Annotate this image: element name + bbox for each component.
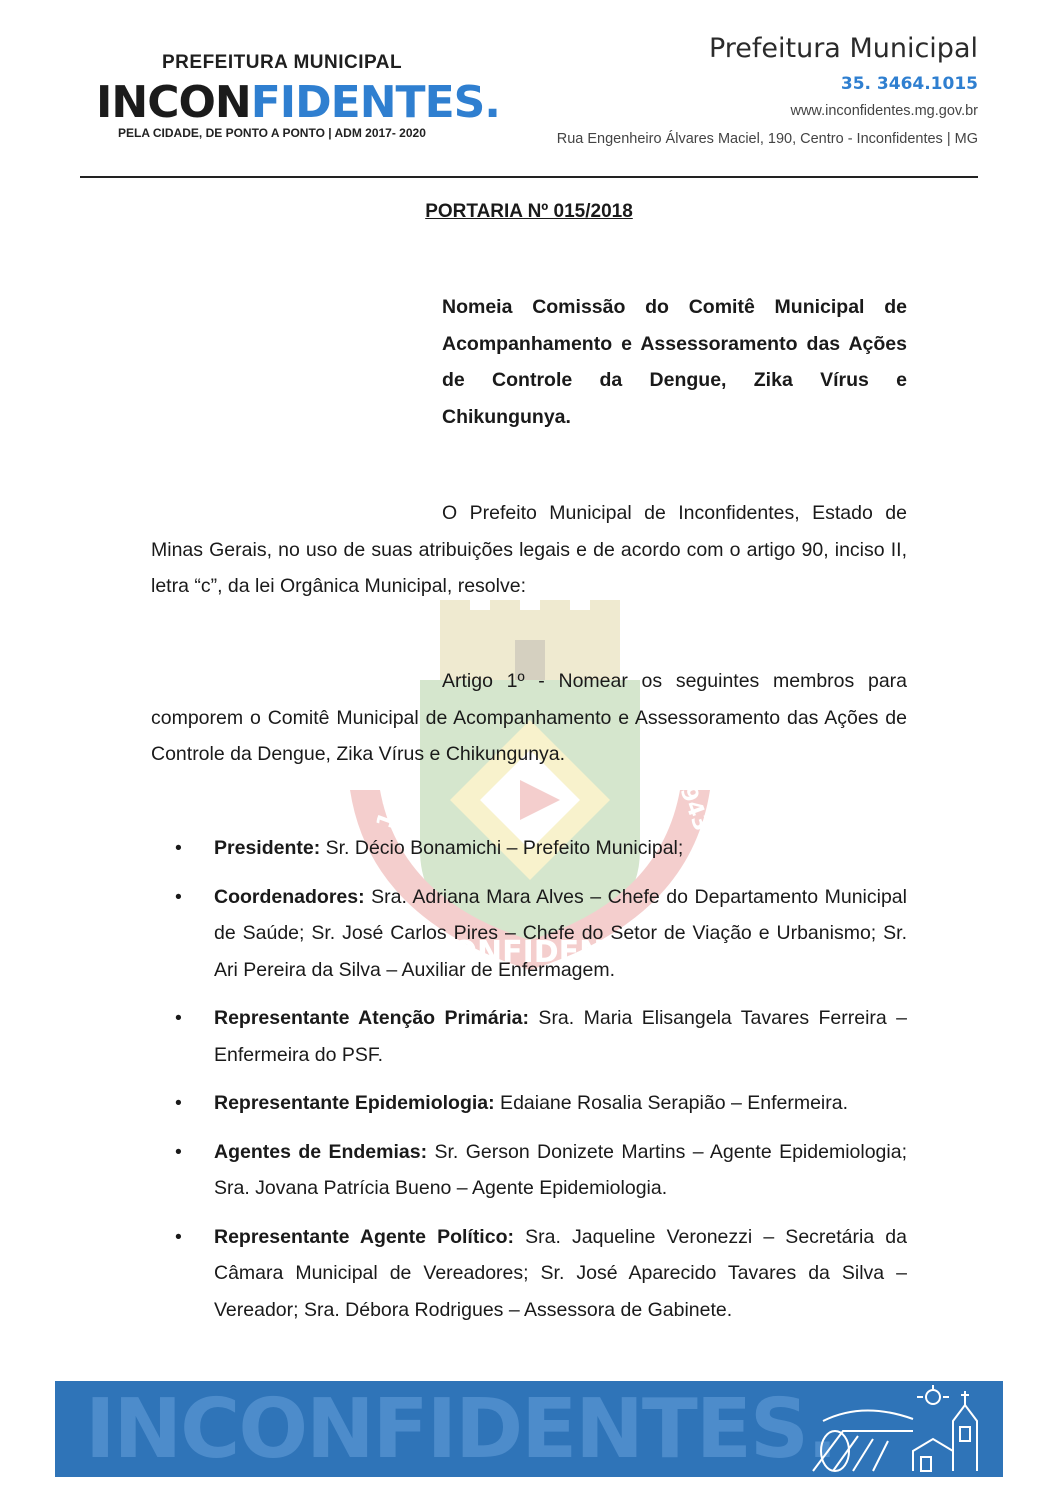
watermark-ribbon-text: INCONFIDENTES	[393, 935, 667, 970]
list-item	[151, 1219, 907, 1329]
logo-top-text: PREFEITURA MUNICIPAL	[162, 52, 403, 73]
member-text: Edaiane Rosalia Serapião – Enfermeira.	[494, 1092, 849, 1114]
footer-banner	[55, 1381, 1003, 1477]
member-role: Representante Agente Político:	[214, 1225, 514, 1248]
bullet-icon: •	[175, 1225, 182, 1248]
contact-address: Rua Engenheiro Álvares Maciel, 190, Centro - Inconfidentes | MG	[556, 131, 978, 147]
member-text: Sr. Décio Bonamichi – Prefeito Municipal;	[320, 837, 684, 859]
bullet-icon: •	[175, 837, 182, 859]
contact-website: www.inconfidentes.mg.gov.br	[790, 103, 978, 119]
list-item	[151, 1085, 907, 1122]
footer-wordmark: INCONFIDENTES.	[85, 1382, 837, 1477]
watermark-left-number: 140	[372, 780, 412, 833]
list-item	[151, 830, 907, 867]
paragraph-article-1: Artigo 1º - Nomear os seguintes membros para comporem o Comitê Municipal de Acompanhamento e Assessoramento das Ações de Controle da Dengue, Zika Vírus e Chikungunya.	[151, 670, 907, 765]
document-ementa: Nomeia Comissão do Comitê Municipal de Acompanhamento e Assessoramento das Ações de Controle da Dengue, Zika Vírus e Chikungunya.	[442, 296, 907, 428]
logo-tagline: PELA CIDADE, DE PONTO A PONTO | ADM 2017- 2020	[118, 126, 426, 140]
bullet-icon: •	[175, 1140, 182, 1163]
logo-word-blue: FIDENTES.	[250, 77, 501, 128]
member-text: Sra. Jaqueline Veronezzi – Secretária da Câmara Municipal de Vereadores; Sr. José Aparecido Tavares da Silva – Vereador; Sra. Débora Rodrigues – Assessora de Gabinete.	[214, 1225, 907, 1321]
member-role: Agentes de Endemias:	[214, 1140, 428, 1163]
document-title: PORTARIA Nº 015/2018	[425, 201, 633, 222]
logo-word-dark: INCON	[96, 77, 251, 128]
header-divider	[80, 176, 978, 178]
member-text: Sr. Gerson Donizete Martins – Agente Epidemiologia; Sra. Jovana Patrícia Bueno – Agente Epidemiologia.	[214, 1140, 907, 1199]
contact-block	[518, 32, 978, 154]
bullet-icon: •	[175, 885, 182, 908]
contact-phone: 35. 3464.1015	[840, 74, 978, 94]
members-list	[151, 830, 907, 1340]
paragraph-preamble: O Prefeito Municipal de Inconfidentes, Estado de Minas Gerais, no uso de suas atribuições legais e de acordo com o artigo 90, inciso II, letra “c”, da lei Orgânica Municipal, resolve:	[151, 502, 907, 597]
member-role: Representante Epidemiologia:	[214, 1092, 495, 1114]
list-item	[151, 1134, 907, 1207]
member-text: Sra. Maria Elisangela Tavares Ferreira – Enfermeira do PSF.	[214, 1007, 907, 1066]
logo-wordmark	[96, 77, 501, 128]
church-landscape-icon	[803, 1381, 1003, 1477]
member-role: Representante Atenção Primária:	[214, 1007, 530, 1029]
bullet-icon: •	[175, 1007, 182, 1029]
member-role: Presidente:	[214, 837, 321, 859]
watermark-right-number: 1943	[669, 768, 714, 835]
list-item	[151, 879, 907, 989]
contact-title: Prefeitura Municipal	[708, 33, 978, 64]
bullet-icon: •	[175, 1092, 182, 1114]
list-item	[151, 1000, 907, 1073]
member-role: Coordenadores:	[214, 885, 365, 908]
member-text: Sra. Adriana Mara Alves – Chefe do Departamento Municipal de Saúde; Sr. José Carlos Pires – Chefe do Setor de Viação e Urbanismo; Sr. Ari Pereira da Silva – Auxiliar de Enfermagem.	[214, 885, 907, 981]
